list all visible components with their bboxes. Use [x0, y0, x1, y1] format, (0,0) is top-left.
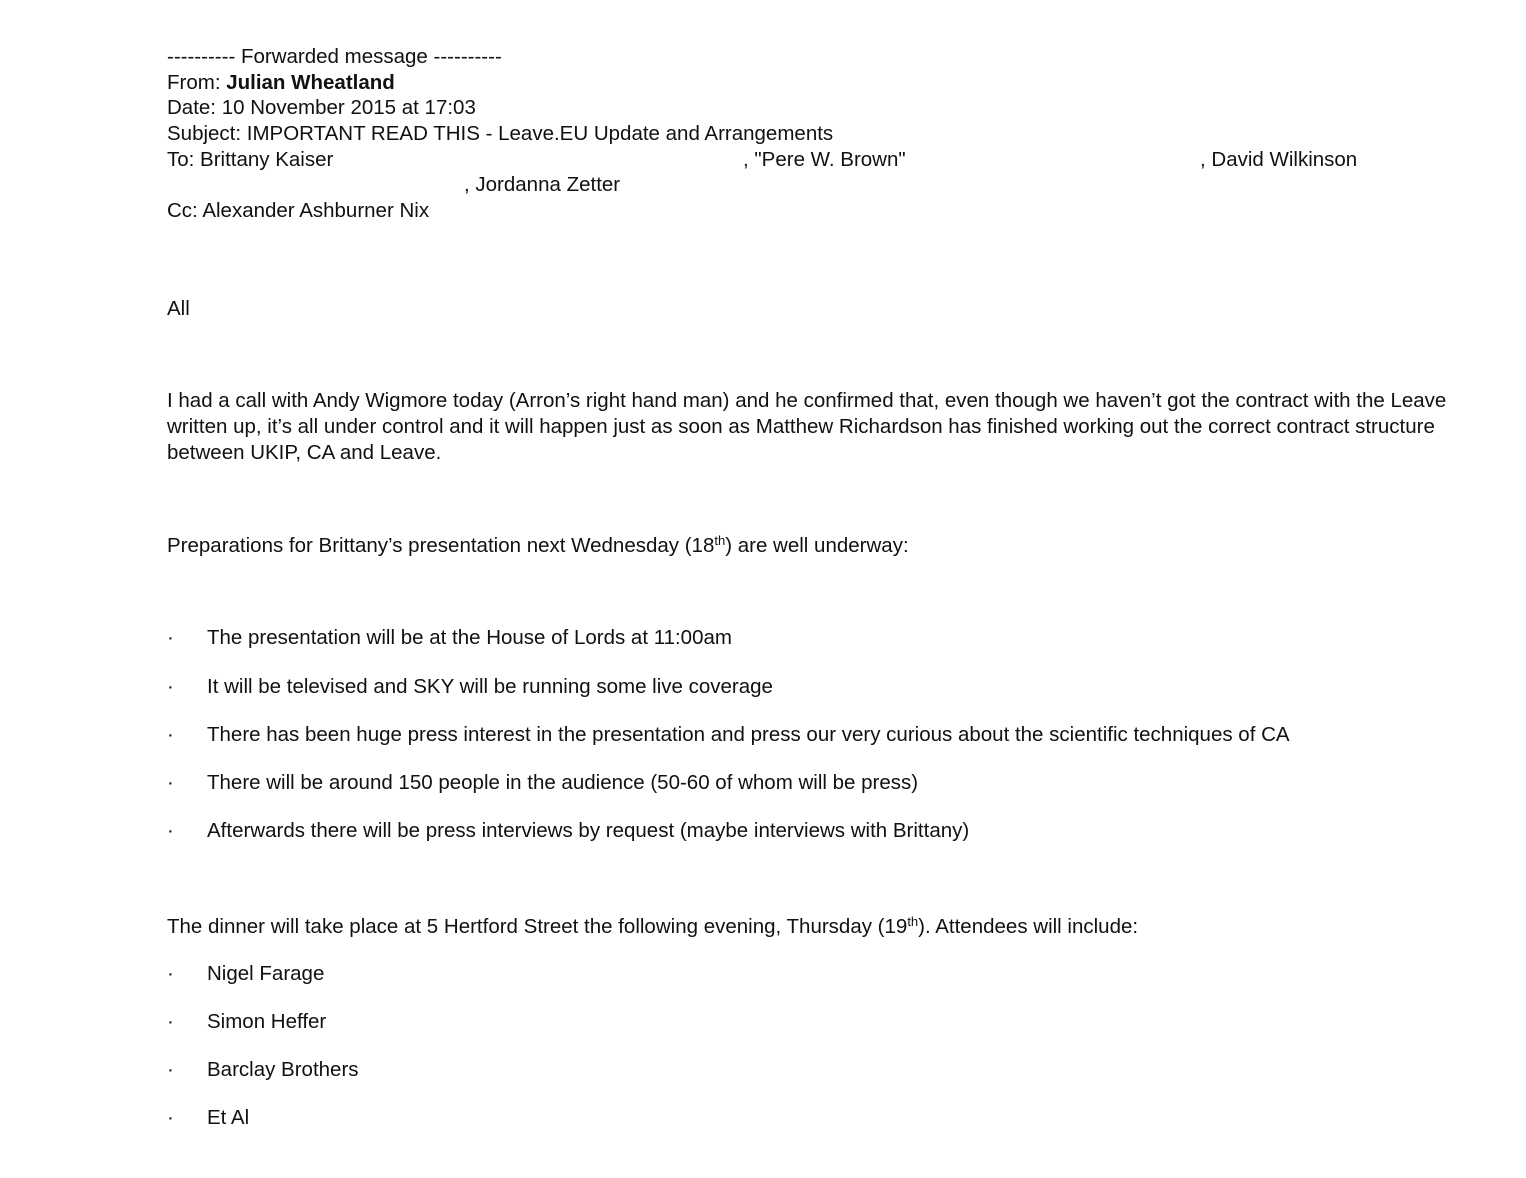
list-item-text: Afterwards there will be press interviews by request (maybe interviews with Brittany)	[207, 819, 970, 842]
bullet-icon: ·	[167, 771, 174, 794]
list-item-text: There has been huge press interest in the presentation and press our very curious about the scientific techniques of CA	[207, 723, 1290, 746]
bullet-icon: ·	[167, 1106, 174, 1129]
bullet-icon: ·	[167, 1058, 174, 1081]
list-item-text: It will be televised and SKY will be running some live coverage	[207, 675, 773, 698]
paragraph-dinner-text-end: ). Attendees will include:	[918, 915, 1139, 938]
paragraph-presentation-text-end: ) are well underway:	[725, 534, 909, 557]
superscript-th: th	[907, 914, 919, 929]
from-line	[167, 70, 1467, 96]
to-recipient-2: , "Pere W. Brown"	[743, 147, 906, 171]
list-item-text: Nigel Farage	[207, 962, 325, 985]
email-header	[167, 44, 1467, 224]
paragraph-presentation-text: Preparations for Brittany’s presentation next Wednesday (18	[167, 534, 715, 557]
from-name: Julian Wheatland	[226, 70, 395, 94]
paragraph-presentation	[167, 533, 1447, 559]
forwarded-separator: ---------- Forwarded message ----------	[167, 45, 502, 68]
to-recipient-3: , David Wilkinson	[1200, 147, 1358, 171]
paragraph-dinner	[167, 914, 1447, 940]
bullet-icon: ·	[167, 819, 174, 842]
superscript-th: th	[714, 533, 726, 548]
date-line: Date: 10 November 2015 at 17:03	[167, 96, 476, 120]
to-recipient-4: , Jordanna Zetter	[464, 173, 621, 197]
list-item-text: The presentation will be at the House of Lords at 11:00am	[207, 626, 732, 649]
list-item-text: There will be around 150 people in the audience (50-60 of whom will be press)	[207, 771, 919, 794]
list-item-text: Barclay Brothers	[207, 1058, 359, 1081]
from-label: From:	[167, 70, 227, 94]
list-item-text: Et Al	[207, 1106, 250, 1129]
list-item-text: Simon Heffer	[207, 1010, 327, 1033]
greeting: All	[167, 297, 190, 320]
cc-line: Cc: Alexander Ashburner Nix	[167, 199, 430, 223]
bullet-icon: ·	[167, 723, 174, 746]
subject-line: Subject: IMPORTANT READ THIS - Leave.EU Update and Arrangements	[167, 122, 834, 146]
bullet-icon: ·	[167, 962, 174, 985]
paragraph-dinner-text: The dinner will take place at 5 Hertford Street the following evening, Thursday (19	[167, 915, 908, 938]
to-recipient-1: To: Brittany Kaiser	[167, 147, 334, 171]
bullet-icon: ·	[167, 1010, 174, 1033]
bullet-icon: ·	[167, 626, 174, 649]
to-line	[167, 147, 1467, 173]
to-line-continued	[167, 172, 1467, 198]
bullet-icon: ·	[167, 675, 174, 698]
paragraph-contract: I had a call with Andy Wigmore today (Arron’s right hand man) and he confirmed that, even though we haven’t got the contract with the Leave written up, it’s all under control and it will happen just as soon as Matthew Richardson has finished working out the correct contract structure between UKIP, CA and Leave.	[167, 389, 1447, 464]
